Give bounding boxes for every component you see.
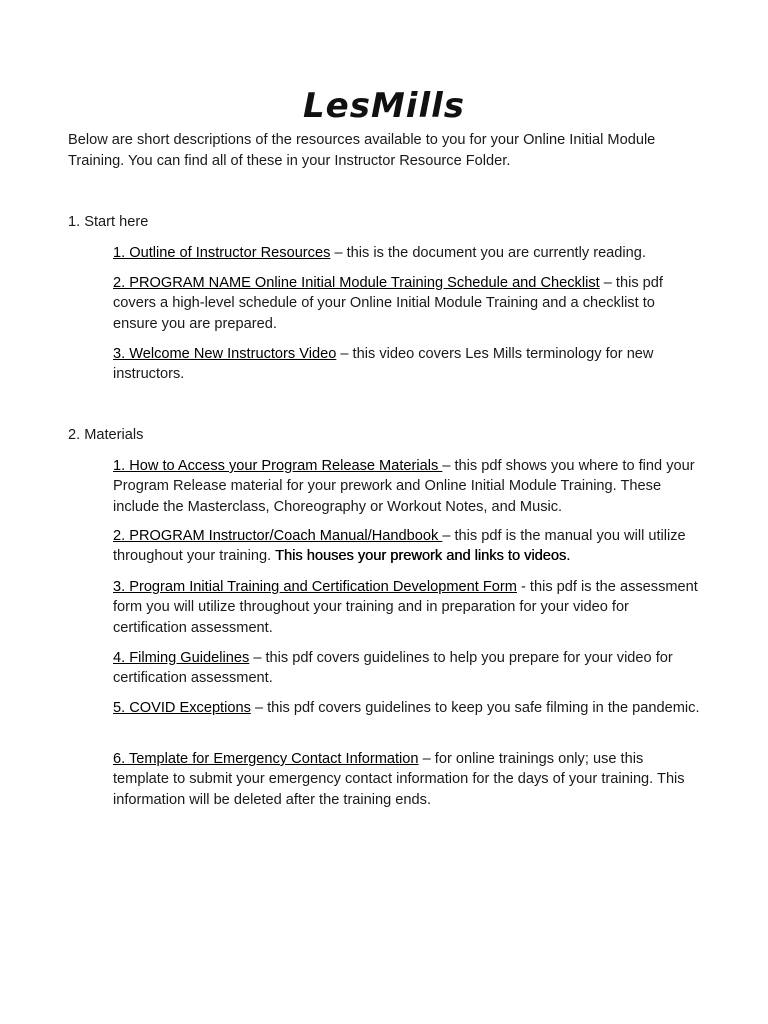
intro-paragraph: Below are short descriptions of the resources available to you for your Online Initial Module Training. You can find all of these in your Instructor Resource Folder. — [68, 132, 656, 169]
resource-description: – this pdf is the manual you will utilize throughout your training. — [113, 528, 686, 565]
resource-link-filming-guidelines[interactable]: 4. Filming Guidelines — [113, 650, 250, 666]
list-item — [113, 698, 703, 718]
emphasis-text: This houses your prework and links to videos. — [275, 548, 571, 565]
list-item — [113, 648, 703, 689]
resource-link-emergency-template[interactable]: 6. Template for Emergency Contact Information — [113, 751, 419, 767]
section-title-start-here: 1. Start here — [68, 214, 149, 230]
resource-link-covid-exceptions[interactable]: 5. COVID Exceptions — [113, 700, 251, 716]
list-item — [113, 344, 703, 385]
resource-description: – this video covers Les Mills terminology for new instructors. — [113, 346, 654, 383]
resource-link-manual-handbook[interactable]: 2. PROGRAM Instructor/Coach Manual/Handbook — [113, 528, 443, 544]
list-item — [113, 243, 703, 263]
section-title-materials: 2. Materials — [68, 427, 144, 443]
resource-description: – this pdf covers guidelines to help you prepare for your video for certification assessment. — [113, 650, 673, 687]
list-item — [113, 749, 703, 810]
resource-link-schedule-checklist[interactable]: 2. PROGRAM NAME Online Initial Module Training Schedule and Checklist — [113, 275, 600, 291]
logo-text: LesMills — [303, 86, 465, 126]
list-item — [113, 577, 703, 638]
list-item — [113, 456, 703, 517]
les-mills-logo — [0, 84, 768, 128]
resource-link-welcome-video[interactable]: 3. Welcome New Instructors Video — [113, 346, 337, 362]
resource-link-development-form[interactable]: 3. Program Initial Training and Certification Development Form — [113, 579, 517, 595]
list-item — [113, 526, 703, 567]
resource-description: – this pdf covers a high-level schedule of your Online Initial Module Training and a checklist to ensure you are prepared. — [113, 275, 663, 332]
resource-description: – this pdf covers guidelines to keep you safe filming in the pandemic. — [250, 700, 700, 716]
resource-link-release-materials[interactable]: 1. How to Access your Program Release Materials — [113, 458, 443, 474]
resource-description: - this pdf is the assessment form you will utilize throughout your training and in preparation for your video for certification assessment. — [113, 579, 698, 636]
resource-description: – for online trainings only; use this template to submit your emergency contact information for the days of your training. This information will be deleted after the training ends. — [113, 751, 685, 808]
list-item — [113, 273, 703, 334]
resource-description: – this pdf shows you where to find your Program Release material for your prework and Online Initial Module Training. These include the Masterclass, Choreography or Workout Notes, and Music. — [113, 458, 695, 515]
resource-link-outline[interactable]: 1. Outline of Instructor Resources — [113, 245, 331, 261]
resource-description: – this is the document you are currently reading. — [330, 245, 646, 261]
